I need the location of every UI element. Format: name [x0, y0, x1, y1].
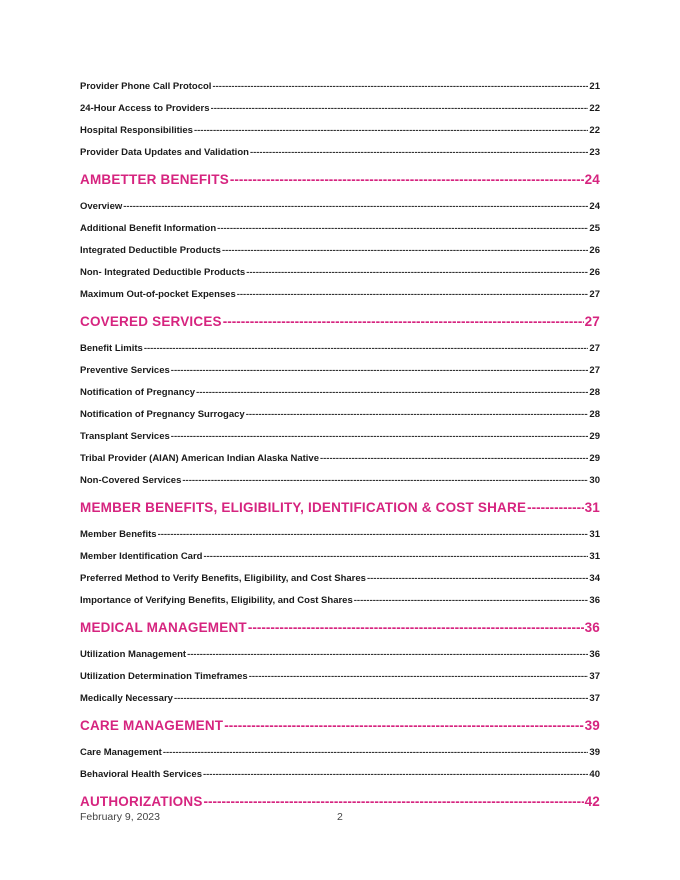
toc-entry[interactable] — [80, 764, 600, 786]
toc-entry-title: Preventive Services — [80, 365, 170, 376]
toc-entry-title: Member Identification Card — [80, 551, 203, 562]
toc-entry-page-number: 25 — [589, 223, 600, 234]
toc-entry-page-number: 23 — [589, 147, 600, 158]
toc-entry-title: Non- Integrated Deductible Products — [80, 267, 246, 278]
toc-entry[interactable] — [80, 120, 600, 142]
toc-entry-title: Hospital Responsibilities — [80, 125, 193, 136]
toc-entry-title: Provider Phone Call Protocol — [80, 81, 212, 92]
toc-section-heading[interactable] — [80, 496, 600, 520]
dot-leader — [224, 714, 583, 738]
dot-leader — [367, 568, 588, 590]
toc-entry-page-number: 31 — [589, 529, 600, 540]
toc-entry-page-number: 30 — [589, 475, 600, 486]
dot-leader — [204, 790, 584, 814]
dot-leader — [196, 382, 588, 404]
table-of-contents — [80, 76, 600, 818]
dot-leader — [158, 524, 589, 546]
dot-leader — [187, 644, 588, 666]
toc-entry-title: Medically Necessary — [80, 693, 173, 704]
toc-entry[interactable] — [80, 426, 600, 448]
toc-entry-page-number: 26 — [589, 245, 600, 256]
toc-entry[interactable] — [80, 546, 600, 568]
dot-leader — [171, 426, 589, 448]
toc-entry-title: Notification of Pregnancy Surrogacy — [80, 409, 245, 420]
toc-entry-page-number: 22 — [589, 103, 600, 114]
toc-entry-title: Integrated Deductible Products — [80, 245, 221, 256]
toc-section-heading[interactable] — [80, 168, 600, 192]
dot-leader — [222, 240, 588, 262]
dot-leader — [182, 470, 588, 492]
toc-entry[interactable] — [80, 360, 600, 382]
toc-section-page-number: 31 — [584, 500, 600, 515]
toc-entry-page-number: 27 — [589, 343, 600, 354]
toc-section-heading[interactable] — [80, 714, 600, 738]
toc-entry[interactable] — [80, 644, 600, 666]
dot-leader — [527, 496, 583, 520]
dot-leader — [230, 168, 584, 192]
toc-entry-page-number: 29 — [589, 453, 600, 464]
dot-leader — [250, 142, 588, 164]
toc-entry-page-number: 24 — [589, 201, 600, 212]
toc-entry[interactable] — [80, 76, 600, 98]
toc-entry-title: Transplant Services — [80, 431, 170, 442]
toc-entry-page-number: 40 — [589, 769, 600, 780]
toc-entry-title: Benefit Limits — [80, 343, 143, 354]
toc-entry[interactable] — [80, 98, 600, 120]
footer-page-number: 2 — [337, 811, 343, 823]
dot-leader — [174, 688, 588, 710]
toc-entry-title: Notification of Pregnancy — [80, 387, 196, 398]
toc-entry-title: Member Benefits — [80, 529, 157, 540]
dot-leader — [223, 310, 584, 334]
toc-section-title: AMBETTER BENEFITS — [80, 172, 229, 187]
toc-entry-title: Maximum Out-of-pocket Expenses — [80, 289, 236, 300]
dot-leader — [144, 338, 589, 360]
dot-leader — [203, 546, 588, 568]
dot-leader — [320, 448, 588, 470]
toc-entry[interactable] — [80, 404, 600, 426]
dot-leader — [249, 666, 589, 688]
toc-entry[interactable] — [80, 742, 600, 764]
toc-entry-title: Behavioral Health Services — [80, 769, 202, 780]
dot-leader — [246, 404, 589, 426]
dot-leader — [194, 120, 588, 142]
toc-entry-page-number: 28 — [589, 387, 600, 398]
toc-section-page-number: 27 — [584, 314, 600, 329]
toc-section-page-number: 36 — [584, 620, 600, 635]
toc-entry-page-number: 21 — [589, 81, 600, 92]
toc-entry-title: Additional Benefit Information — [80, 223, 217, 234]
toc-section-title: AUTHORIZATIONS — [80, 794, 203, 809]
toc-section-heading[interactable] — [80, 310, 600, 334]
toc-entry[interactable] — [80, 688, 600, 710]
dot-leader — [248, 616, 584, 640]
dot-leader — [354, 590, 589, 612]
toc-entry-title: Utilization Determination Timeframes — [80, 671, 248, 682]
toc-entry-page-number: 28 — [589, 409, 600, 420]
toc-entry-page-number: 27 — [589, 289, 600, 300]
toc-section-heading[interactable] — [80, 616, 600, 640]
toc-entry[interactable] — [80, 338, 600, 360]
dot-leader — [163, 742, 589, 764]
toc-entry[interactable] — [80, 196, 600, 218]
toc-entry[interactable] — [80, 666, 600, 688]
footer-date: February 9, 2023 — [80, 811, 160, 823]
toc-entry-page-number: 37 — [589, 671, 600, 682]
toc-entry-title: Care Management — [80, 747, 162, 758]
toc-entry-page-number: 22 — [589, 125, 600, 136]
dot-leader — [211, 98, 589, 120]
toc-entry-page-number: 36 — [589, 649, 600, 660]
toc-entry-page-number: 39 — [589, 747, 600, 758]
dot-leader — [123, 196, 588, 218]
toc-entry[interactable] — [80, 524, 600, 546]
toc-entry[interactable] — [80, 568, 600, 590]
toc-entry-title: Provider Data Updates and Validation — [80, 147, 249, 158]
dot-leader — [217, 218, 588, 240]
toc-entry-title: Preferred Method to Verify Benefits, Eligibility, and Cost Shares — [80, 573, 366, 584]
dot-leader — [171, 360, 589, 382]
toc-entry-title: 24-Hour Access to Providers — [80, 103, 210, 114]
toc-section-page-number: 24 — [584, 172, 600, 187]
toc-section-title: MEDICAL MANAGEMENT — [80, 620, 247, 635]
toc-entry-page-number: 36 — [589, 595, 600, 606]
toc-entry-page-number: 37 — [589, 693, 600, 704]
dot-leader — [203, 764, 588, 786]
toc-entry-title: Tribal Provider (AIAN) American Indian Alaska Native — [80, 453, 319, 464]
toc-section-title: COVERED SERVICES — [80, 314, 222, 329]
toc-section-title: CARE MANAGEMENT — [80, 718, 224, 733]
dot-leader — [246, 262, 588, 284]
toc-section-title: MEMBER BENEFITS, ELIGIBILITY, IDENTIFICATION & COST SHARE — [80, 500, 527, 515]
toc-entry[interactable] — [80, 284, 600, 306]
toc-section-page-number: 42 — [584, 794, 600, 809]
toc-entry[interactable] — [80, 240, 600, 262]
toc-entry[interactable] — [80, 448, 600, 470]
toc-entry[interactable] — [80, 470, 600, 492]
toc-entry[interactable] — [80, 382, 600, 404]
toc-entry[interactable] — [80, 262, 600, 284]
toc-section-page-number: 39 — [584, 718, 600, 733]
dot-leader — [212, 76, 588, 98]
dot-leader — [237, 284, 589, 306]
toc-entry[interactable] — [80, 218, 600, 240]
toc-entry-title: Importance of Verifying Benefits, Eligibility, and Cost Shares — [80, 595, 353, 606]
toc-entry-title: Utilization Management — [80, 649, 187, 660]
toc-entry-title: Non-Covered Services — [80, 475, 182, 486]
toc-entry[interactable] — [80, 590, 600, 612]
toc-entry-page-number: 29 — [589, 431, 600, 442]
toc-entry-page-number: 27 — [589, 365, 600, 376]
toc-entry-page-number: 34 — [589, 573, 600, 584]
toc-entry-page-number: 31 — [589, 551, 600, 562]
toc-entry[interactable] — [80, 142, 600, 164]
toc-entry-title: Overview — [80, 201, 123, 212]
toc-entry-page-number: 26 — [589, 267, 600, 278]
